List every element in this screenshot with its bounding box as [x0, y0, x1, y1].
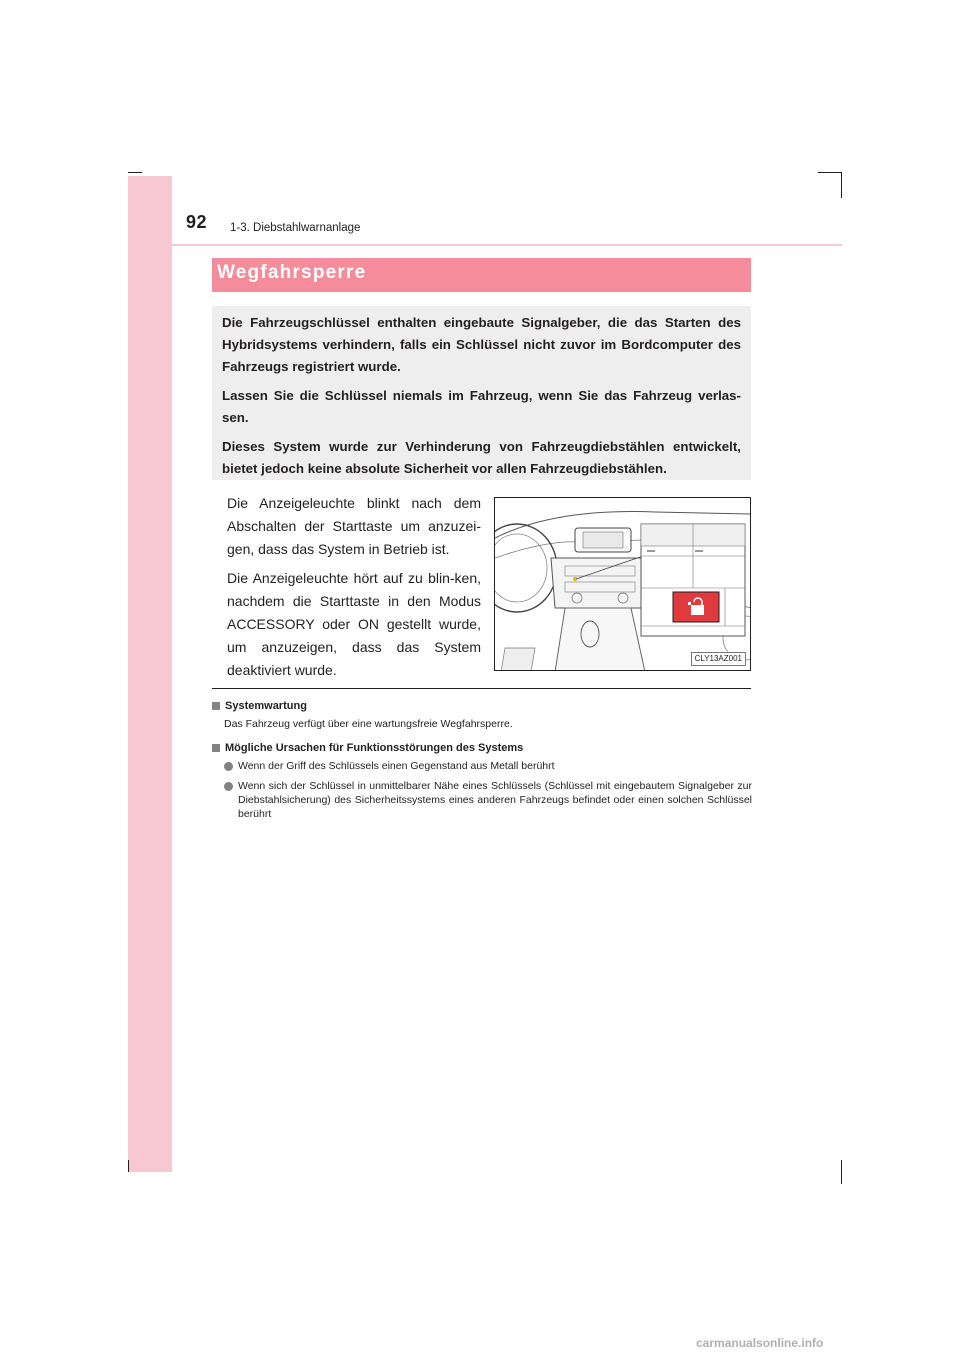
note-heading-text: Systemwartung [225, 700, 307, 712]
note-heading [212, 740, 752, 756]
body-paragraph: Die Anzeigeleuchte blinkt nach dem Abschalten der Starttaste um anzuzei-gen, dass das System in Betrieb ist. [227, 495, 481, 557]
square-bullet-icon [212, 702, 220, 710]
note-bullet-text: Wenn sich der Schlüssel in unmittelbarer Nähe eines Schlüssels (Schlüssel mit eingebautem Signalgeber zur Diebstahlsicherung) des Sicherheitssystems eines anderen Fahrzeugs befindet oder einen solchen Schlüssel berührt [238, 780, 752, 820]
section-title: Wegfahrsperre [217, 262, 367, 283]
intro-paragraph: Die Fahrzeugschlüssel enthalten eingebaute Signalgeber, die das Starten des Hybridsystems verhindern, falls ein Schlüssel nicht zuvor im Bordcomputer des Fahrzeugs registriert wurde. [222, 315, 741, 374]
circle-bullet-icon [224, 762, 233, 771]
note-text: Das Fahrzeug verfügt über eine wartungsfreie Wegfahrsperre. [224, 718, 513, 730]
crop-mark [128, 172, 142, 173]
note-heading-text: Mögliche Ursachen für Funktionsstörungen des Systems [225, 742, 524, 754]
section-divider [212, 688, 751, 689]
body-paragraph: Die Anzeigeleuchte hört auf zu blin-ken, nachdem die Starttaste in den Modus ACCESSORY oder ON gestellt wurde, um anzuzeigen, dass das System deaktiviert wurde. [227, 570, 481, 678]
note-bullet-text: Wenn der Griff des Schlüssels einen Gegenstand aus Metall berührt [238, 760, 555, 772]
crop-mark [818, 172, 842, 173]
crop-mark [841, 172, 842, 198]
dashboard-drawing [495, 498, 751, 671]
notes [212, 698, 752, 827]
crop-mark [128, 1160, 129, 1172]
figure-code: CLY13AZ001 [691, 652, 746, 666]
note-heading [212, 698, 752, 714]
side-band [128, 176, 172, 1172]
intro-paragraph: Lassen Sie die Schlüssel niemals im Fahrzeug, wenn Sie das Fahrzeug verlas-sen. [222, 388, 741, 425]
note-bullet [224, 759, 752, 773]
circle-bullet-icon [224, 782, 233, 791]
dashboard-illustration [494, 497, 751, 671]
intro-box [212, 306, 751, 480]
crop-mark [841, 1160, 842, 1184]
breadcrumb: 1-3. Diebstahlwarnanlage [230, 222, 361, 234]
header-rule [172, 244, 842, 246]
note-bullet [224, 779, 752, 821]
page-number: 92 [186, 212, 208, 232]
intro-paragraph: Dieses System wurde zur Verhinderung von Fahrzeugdiebstählen entwickelt, bietet jedoch keine absolute Sicherheit vor allen Fahrzeugdiebstählen. [222, 439, 741, 476]
square-bullet-icon [212, 744, 220, 752]
body-text [227, 492, 481, 688]
watermark: carmanualsonline.info [696, 1336, 824, 1350]
